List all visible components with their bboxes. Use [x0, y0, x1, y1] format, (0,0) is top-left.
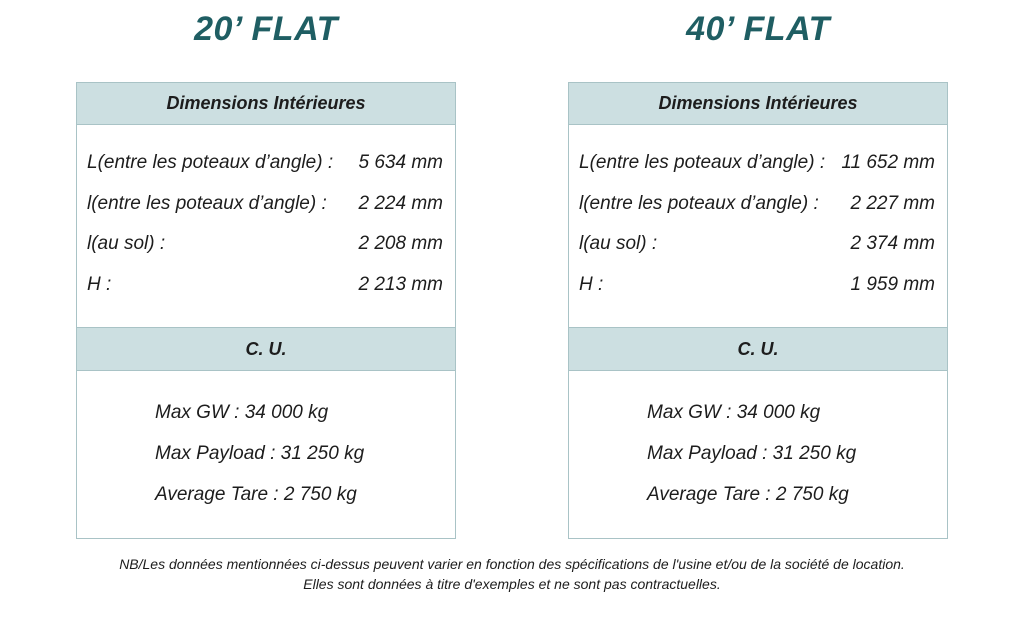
spec-card	[76, 82, 456, 539]
dimension-row-width-floor	[87, 229, 443, 259]
dimension-value: 2 213 mm	[358, 274, 443, 295]
dimension-label: L(entre les poteaux d’angle) :	[87, 152, 334, 173]
dimension-label: H :	[87, 274, 112, 295]
dimension-label: L(entre les poteaux d’angle) :	[579, 152, 826, 173]
dimension-value: 2 227 mm	[850, 193, 935, 214]
disclaimer-footnote	[0, 554, 1024, 594]
footnote-line-2: Elles sont données à titre d'exemples et ne sont pas contractuelles.	[303, 576, 721, 592]
dimension-value: 1 959 mm	[850, 274, 935, 295]
dimension-label: l(entre les poteaux d’angle) :	[87, 193, 327, 214]
cu-average-tare: Average Tare : 2 750 kg	[647, 484, 849, 505]
dimension-value: 2 224 mm	[358, 193, 443, 214]
dimension-value: 2 208 mm	[358, 233, 443, 254]
dimension-row-length	[87, 148, 443, 178]
dimension-label: l(au sol) :	[87, 233, 166, 254]
dimension-label: H :	[579, 274, 604, 295]
cu-max-gw: Max GW : 34 000 kg	[647, 402, 821, 423]
dimension-label: l(au sol) :	[579, 233, 658, 254]
dimensions-header: Dimensions Intérieures	[569, 82, 947, 125]
dimension-value: 2 374 mm	[850, 233, 935, 254]
container-title: 20’ FLAT	[194, 10, 338, 48]
container-title: 40’ FLAT	[686, 10, 830, 48]
dimension-row-width-posts	[87, 189, 443, 219]
cu-max-gw: Max GW : 34 000 kg	[155, 402, 329, 423]
footnote-line-1: NB/Les données mentionnées ci-dessus peuvent varier en fonction des spécifications de l'usine et/ou de la société de location.	[119, 556, 905, 572]
dimension-row-width-posts	[579, 189, 935, 219]
dimensions-header: Dimensions Intérieures	[77, 82, 455, 125]
dimension-row-width-floor	[579, 229, 935, 259]
cu-header: C. U.	[569, 327, 947, 371]
dimension-label: l(entre les poteaux d’angle) :	[579, 193, 819, 214]
dimension-row-height	[579, 270, 935, 300]
dimension-value: 11 652 mm	[841, 152, 935, 173]
cu-max-payload: Max Payload : 31 250 kg	[647, 443, 857, 464]
spec-card	[568, 82, 948, 539]
dimension-row-length	[579, 148, 935, 178]
dimension-row-height	[87, 270, 443, 300]
cu-max-payload: Max Payload : 31 250 kg	[155, 443, 365, 464]
cu-header: C. U.	[77, 327, 455, 371]
cu-average-tare: Average Tare : 2 750 kg	[155, 484, 357, 505]
dimension-value: 5 634 mm	[358, 152, 443, 173]
